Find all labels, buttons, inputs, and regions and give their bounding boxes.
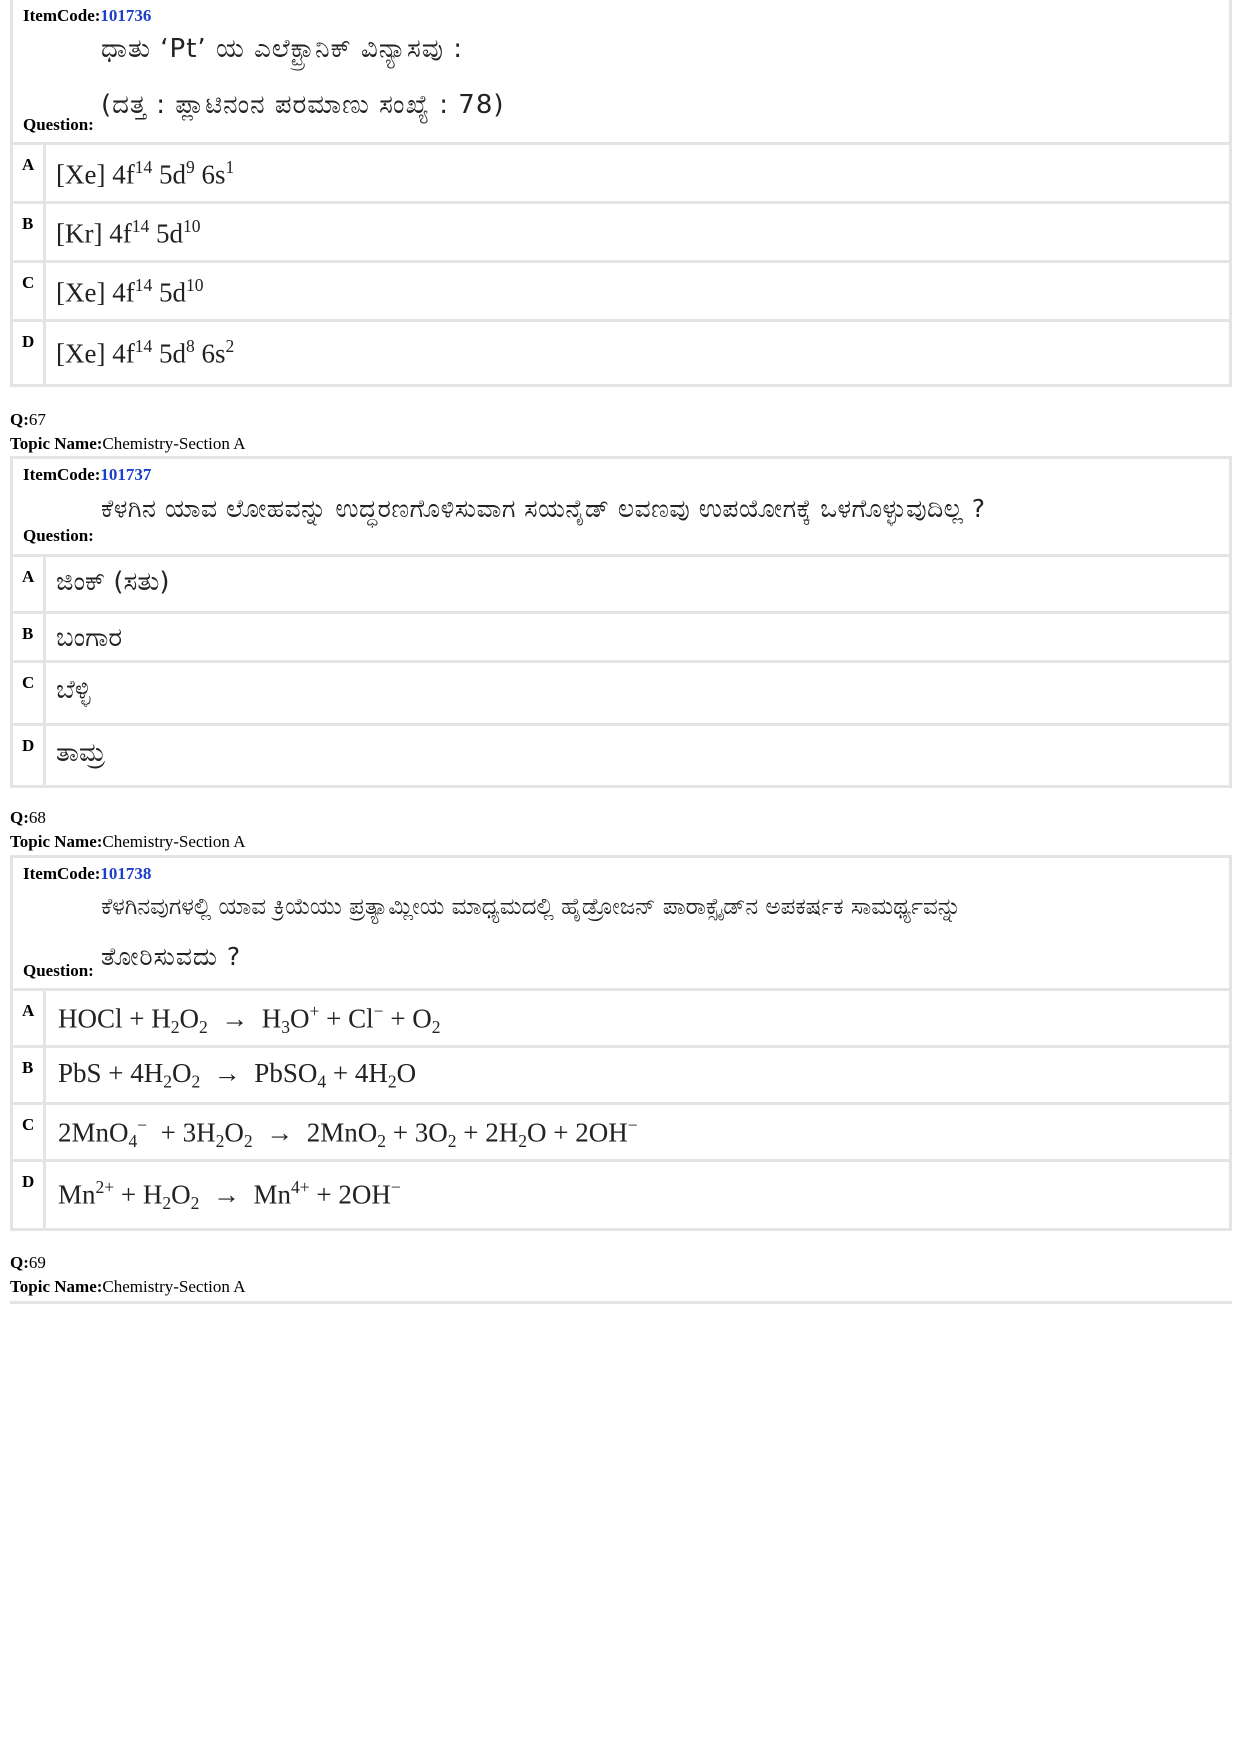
- option-letter: C: [22, 1115, 35, 1134]
- option-text: $2MnO_4^- + 3H_2O_2 \to 2MnO_2 + 3O_2 + 2H_2O + 2OH^-$: [58, 1115, 638, 1151]
- option-row-c[interactable]: [13, 660, 1229, 723]
- option-row-c[interactable]: [13, 1102, 1229, 1159]
- question-text-line1: ಕೆಳಗಿನವುಗಳಲ್ಲಿ ಯಾವ ಕ್ರಿಯೆಯು ಪ್ರತ್ಯಾಮ್ಲೀಯ ಮಾಧ್ಯಮದಲ್ಲಿ ಹೈಡ್ರೋಜನ್ ಪಾರಾಕ್ಸೈಡ್‌ನ ಅಪಕರ್ಷಕ ಸಾಮರ್ಥ್ಯವನ್ನು: [101, 894, 962, 920]
- question-block-q68: [10, 855, 1232, 1231]
- option-text: [Xe] $4f^{14}$ $5d^8$ $6s^2$: [56, 336, 235, 369]
- option-letter: B: [22, 1058, 34, 1077]
- question-number: Q:67: [10, 410, 46, 429]
- question-block-q67: [10, 456, 1232, 788]
- option-row-d[interactable]: [13, 1159, 1229, 1228]
- option-text: ಬಂಗಾರ: [56, 623, 123, 653]
- question-number: Q:69: [10, 1253, 46, 1272]
- option-letter: A: [22, 1001, 35, 1020]
- option-text: $Mn^{2+} + H_2O_2 \to Mn^{4+} + 2OH^-$: [58, 1177, 401, 1213]
- topic-name: Topic Name:Chemistry-Section A: [10, 832, 246, 851]
- question-text-line1: ಧಾತು ‘Pt’ ಯ ಎಲೆಕ್ಟ್ರಾನಿಕ್ ವಿನ್ಯಾಸವು :: [101, 34, 464, 64]
- option-row-a[interactable]: [13, 142, 1229, 201]
- option-row-a[interactable]: [13, 554, 1229, 611]
- item-code: ItemCode:101737: [23, 465, 152, 484]
- option-row-b[interactable]: [13, 201, 1229, 260]
- option-text: [Kr] $4f^{14}$ $5d^{10}$: [56, 216, 201, 249]
- option-letter: A: [22, 155, 35, 174]
- option-text: PbS + $4H_2O_2$ → PbSO$_4$ + $4H_2O$: [58, 1058, 417, 1092]
- option-letter: B: [22, 214, 34, 233]
- option-row-a[interactable]: [13, 988, 1229, 1045]
- question-block-q66: [10, 0, 1232, 387]
- option-row-d[interactable]: [13, 319, 1229, 384]
- option-letter: D: [22, 332, 35, 351]
- option-letter: D: [22, 736, 35, 755]
- option-letter: C: [22, 673, 35, 692]
- question-label: Question:: [23, 961, 94, 980]
- option-letter: B: [22, 624, 34, 643]
- question-label: Question:: [23, 526, 94, 545]
- question-text-line1: ಕೆಳಗಿನ ಯಾವ ಲೋಹವನ್ನು ಉದ್ಧರಣಗೊಳಿಸುವಾಗ ಸಯನೈಡ್ ಲವಣವು ಉಪಯೋಗಕ್ಕೆ ಒಳಗೊಳ್ಳುವುದಿಲ್ಲ ?: [101, 494, 986, 523]
- option-text: ತಾಮ್ರ: [56, 738, 105, 768]
- option-text: HOCl + $H_2O_2 \to H_3O^+ + Cl^- + O_2$: [58, 1001, 441, 1037]
- option-text: ಜಿಂಕ್ (ಸತು): [56, 567, 170, 597]
- topic-name: Topic Name:Chemistry-Section A: [10, 1277, 246, 1296]
- question-label: Question:: [23, 115, 94, 134]
- divider: [10, 1301, 1232, 1304]
- option-letter: C: [22, 273, 35, 292]
- option-letter: D: [22, 1172, 35, 1191]
- option-row-b[interactable]: [13, 611, 1229, 660]
- question-number: Q:68: [10, 808, 46, 827]
- topic-name: Topic Name:Chemistry-Section A: [10, 434, 246, 453]
- option-row-d[interactable]: [13, 723, 1229, 785]
- option-row-b[interactable]: [13, 1045, 1229, 1102]
- question-text-line2: ತೋರಿಸುವದು ?: [101, 942, 242, 971]
- question-text-line2: (ದತ್ತ : ಪ್ಲಾಟಿನಂನ ಪರಮಾಣು ಸಂಖ್ಯೆ : 78): [101, 90, 505, 120]
- option-text: ಬೆಳ್ಳಿ: [56, 675, 91, 705]
- item-code: ItemCode:101738: [23, 864, 152, 883]
- option-letter: A: [22, 567, 35, 586]
- option-text: [Xe] $4f^{14}$ $5d^9$ $6s^1$: [56, 157, 235, 190]
- item-code: ItemCode:101736: [23, 6, 152, 25]
- option-text: [Xe] $4f^{14}$ $5d^{10}$: [56, 275, 204, 308]
- option-row-c[interactable]: [13, 260, 1229, 319]
